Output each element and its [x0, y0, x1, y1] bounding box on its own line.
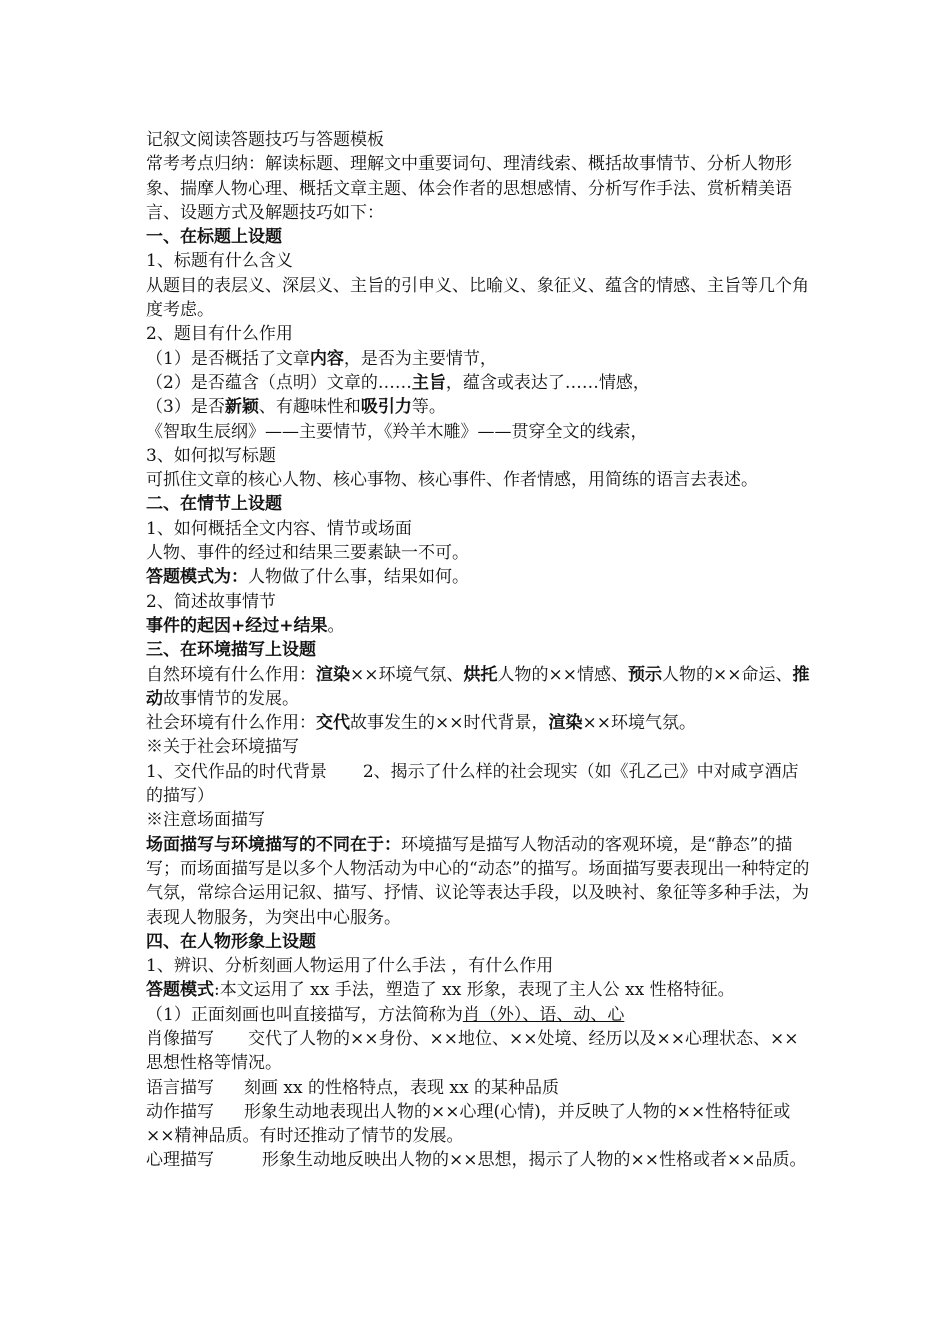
bold-text: 烘托 [463, 664, 498, 685]
bold-text: 答题模式为： [146, 567, 248, 588]
s4-mode [146, 978, 812, 1002]
s4-direct [146, 1003, 812, 1027]
text: ××环境气氛。 [582, 713, 696, 734]
s2-q2-answer [146, 614, 812, 638]
text: （1）正面刻画也叫直接描写，方法简称为 [146, 1004, 463, 1025]
section-1-heading: 一、在标题上设题 [146, 227, 282, 248]
s1-q3-text: 可抓住文章的核心人物、核心事物、核心事件、作者情感，用简练的语言去表述。 [146, 470, 758, 491]
text: 环境描写是描写人物活动的客观环境，是“静态”的描写；而场面描写是以多个人物活动为中心的“动态”的描写。场面描写要表现出一种特定的气氛，常综合运用记叙、描写、抒情、议论等表达手段，以及映衬、象征等多种手法，为表现人物服务，为突出中心服务。 [146, 834, 810, 928]
text: :本文运用了 xx 手法，塑造了 xx 形象，表现了主人公 xx 性格特征。 [214, 980, 735, 1001]
text: 社会环境有什么作用： [146, 713, 316, 734]
bold-text: 新颖 [224, 397, 259, 418]
text: 肖像描写 [146, 1028, 214, 1049]
s4-speech [146, 1076, 812, 1100]
text: 故事发生的××时代背景， [350, 713, 549, 734]
bold-text: 交代 [316, 713, 350, 734]
bold-text: 事件的起因+经过+结果 [146, 615, 328, 636]
s1-q3: 3、如何拟写标题 [146, 445, 276, 466]
s1-q1: 1、标题有什么含义 [146, 251, 293, 272]
s3-note-2: ※注意场面描写 [146, 810, 265, 831]
text: 心理描写 [146, 1150, 214, 1171]
s2-q1: 1、如何概括全文内容、情节或场面 [146, 518, 412, 539]
bold-text: 渲染 [548, 713, 583, 734]
s2-q1-text: 人物、事件的经过和结果三要素缺一不可。 [146, 543, 469, 564]
section-3-heading: 三、在环境描写上设题 [146, 640, 316, 661]
bold-text: 预示 [628, 664, 662, 685]
bold-text: 答题模式 [146, 980, 214, 1001]
s3-natural-env [146, 663, 812, 712]
text: （3）是否 [146, 397, 225, 418]
text: 刻画 xx 的性格特点，表现 xx 的某种品质 [244, 1077, 559, 1098]
section-4-heading: 四、在人物形象上设题 [146, 931, 316, 952]
underlined-text: 肖（外）、语、动、心 [462, 1004, 625, 1025]
text: 人物的××情感、 [497, 664, 628, 685]
s4-portrait [146, 1027, 812, 1076]
text: 等。 [411, 397, 446, 418]
section-2-heading: 二、在情节上设题 [146, 494, 282, 515]
s1-example: 《智取生辰纲》——主要情节，《羚羊木雕》——贯穿全文的线索， [146, 421, 648, 442]
bold-text: 渲染 [316, 664, 350, 685]
text: 人物做了什么事，结果如何。 [248, 567, 469, 588]
text: 1、交代作品的时代背景 [146, 761, 327, 782]
s3-items [146, 760, 812, 809]
text: 人物的××命运、 [662, 664, 793, 685]
bold-text: 场面描写与环境描写的不同在于： [146, 834, 401, 855]
text: 自然环境有什么作用： [146, 664, 316, 685]
s3-social-env [146, 711, 812, 735]
s1-point-3 [146, 395, 812, 419]
document-page [146, 128, 812, 1173]
text: ××环境气氛、 [350, 664, 464, 685]
s4-action [146, 1100, 812, 1149]
s1-point-1 [146, 347, 812, 371]
intro-paragraph: 常考考点归纳：解读标题、理解文中重要词句、理清线索、概括故事情节、分析人物形象、揣摩人物心理、概括文章主题、体会作者的思想感情、分析写作手法、赏析精美语言、设题方式及解题技巧如下： [146, 154, 792, 223]
s2-mode [146, 565, 812, 589]
s4-q1: 1、辨识、分析刻画人物运用了什么手法 ，有什么作用 [146, 956, 554, 977]
s3-note-1: ※关于社会环境描写 [146, 737, 299, 758]
text: 交代了人物的××身份、××地位、××处境、经历以及××心理状态、××思想性格等情况。 [146, 1028, 799, 1074]
s1-point-2 [146, 371, 812, 395]
text: ，蕴含或表达了……情感， [445, 372, 650, 393]
text: 形象生动地反映出人物的××思想，揭示了人物的××性格或者××品质。 [262, 1150, 807, 1171]
bold-text: 主旨 [411, 372, 446, 393]
doc-title: 记叙文阅读答题技巧与答题模板 [146, 130, 384, 150]
text: （1）是否概括了文章 [146, 348, 310, 369]
text: 。 [327, 615, 345, 636]
text: 语言描写 [146, 1077, 214, 1098]
bold-text: 内容 [309, 348, 344, 369]
s3-difference [146, 833, 812, 930]
text: 、有趣味性和 [258, 397, 361, 418]
bold-text: 推动 [146, 664, 810, 709]
text: 形象生动地表现出人物的××心理(心情)，并反映了人物的××性格特征或××精神品质。有时还推动了情节的发展。 [146, 1101, 791, 1147]
text: 2、揭示了什么样的社会现实（如《孔乙己》中对咸亨酒店的描写） [146, 761, 799, 807]
s1-q1-text: 从题目的表层义、深层义、主旨的引申义、比喻义、象征义、蕴含的情感、主旨等几个角度考虑。 [146, 275, 809, 321]
s4-mind [146, 1148, 812, 1172]
text: 故事情节的发展。 [163, 688, 299, 709]
s1-q2: 2、题目有什么作用 [146, 324, 293, 345]
text: 动作描写 [146, 1101, 214, 1122]
text: （2）是否蕴含（点明）文章的…… [146, 372, 412, 393]
bold-text: 吸引力 [360, 397, 412, 418]
text: ，是否为主要情节， [343, 348, 497, 369]
s2-q2: 2、简述故事情节 [146, 591, 276, 612]
